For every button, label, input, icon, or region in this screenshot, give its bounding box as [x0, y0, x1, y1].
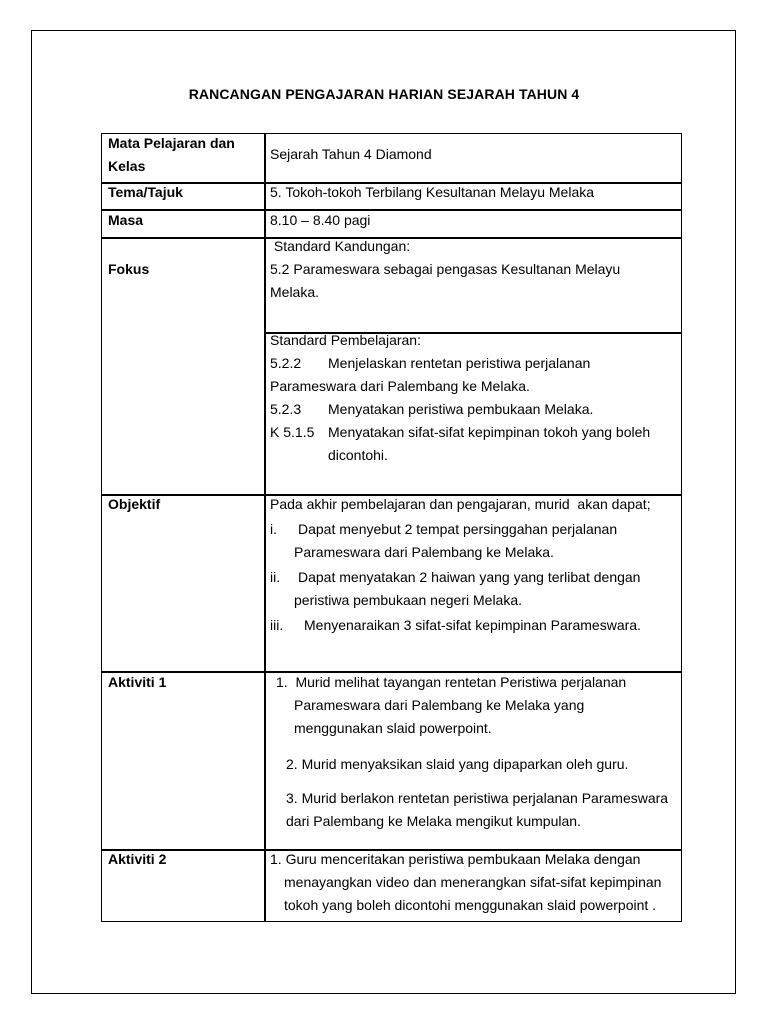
learning-standard-item: 5.2.3 Menyatakan peristiwa pembukaan Melaka.	[270, 401, 594, 417]
content-standard-line: 5.2 Parameswara sebagai pengasas Kesultanan Melayu	[270, 261, 621, 277]
objective-item: i. Dapat menyebut 2 tempat persinggahan perjalanan	[270, 521, 618, 537]
objective-item: ii. Dapat menyatakan 2 haiwan yang yang terlibat dengan	[270, 569, 641, 585]
theme-value: 5. Tokoh-tokoh Terbilang Kesultanan Melayu Melaka	[270, 184, 595, 200]
content-standard-heading: Standard Kandungan:	[270, 238, 411, 254]
theme-label: Tema/Tajuk	[108, 184, 183, 200]
learning-standard-heading: Standard Pembelajaran:	[270, 332, 421, 348]
activity2-line: 1. Guru menceritakan peristiwa pembukaan Melaka dengan	[270, 851, 641, 867]
activity1-content: 1. Murid melihat tayangan rentetan Peristiwa perjalanan Parameswara dari Palembang ke Melaka yang menggunakan slaid powerpoint. 2. Murid menyaksikan slaid yang dipaparkan oleh guru. 3. Murid berlakon rentetan peristiwa perjalanan Parameswara dari Palembang ke Melaka mengikut kumpulan.	[276, 671, 686, 833]
objective-label: Objektif	[108, 496, 161, 512]
time-label: Masa	[108, 212, 144, 228]
focus-label: Fokus	[108, 261, 150, 277]
document-title: RANCANGAN PENGAJARAN HARIAN SEJARAH TAHUN 4	[188, 86, 580, 102]
time-value: 8.10 – 8.40 pagi	[270, 212, 371, 228]
activity1-item: 3. Murid berlakon rentetan peristiwa perjalanan Parameswara	[286, 790, 669, 806]
learning-standard-item: 5.2.2 Menjelaskan rentetan peristiwa perjalanan	[270, 355, 591, 371]
activity2-content: 1. Guru menceritakan peristiwa pembukaan Melaka dengan menayangkan video dan menerangkan sifat-sifat kepimpinan tokoh yang boleh dicontohi menggunakan slaid powerpoint .	[270, 848, 680, 917]
objective-item: iii. Menyenaraikan 3 sifat-sifat kepimpinan Parameswara.	[270, 617, 641, 633]
objective-intro: Pada akhir pembelajaran dan pengajaran, murid akan dapat;	[270, 496, 651, 512]
subject-value: Sejarah Tahun 4 Diamond	[270, 146, 432, 162]
subject-label: Mata Pelajaran dan Kelas	[108, 135, 235, 174]
activity1-item: 2. Murid menyaksikan slaid yang dipaparkan oleh guru.	[286, 756, 629, 772]
activity2-label: Aktiviti 2	[108, 851, 167, 867]
learning-standard: Standard Pembelajaran: 5.2.2 Menjelaskan rentetan peristiwa perjalanan Parameswara dari Palembang ke Melaka. 5.2.3 Menyatakan peristiwa pembukaan Melaka. K 5.1.5 Menyatakan sifat-sifat kepimpinan tokoh yang boleh dicontohi.	[270, 329, 680, 467]
column-divider	[264, 134, 266, 921]
learning-standard-item: K 5.1.5 Menyatakan sifat-sifat kepimpinan tokoh yang boleh	[270, 424, 651, 440]
lesson-plan-table	[101, 133, 682, 922]
objective-content: Pada akhir pembelajaran dan pengajaran, murid akan dapat; i. Dapat menyebut 2 tempat persinggahan perjalanan Parameswara dari Palembang ke Melaka. ii. Dapat menyatakan 2 haiwan yang yang terlibat dengan peristiwa pembukaan negeri Melaka. iii. Menyenaraikan 3 sifat-sifat kepimpinan Parameswara.	[270, 493, 680, 637]
activity1-item: 1. Murid melihat tayangan rentetan Peristiwa perjalanan	[276, 674, 627, 690]
content-standard	[270, 235, 680, 304]
content-standard-line: Melaka.	[270, 284, 320, 300]
activity1-label: Aktiviti 1	[108, 674, 167, 690]
